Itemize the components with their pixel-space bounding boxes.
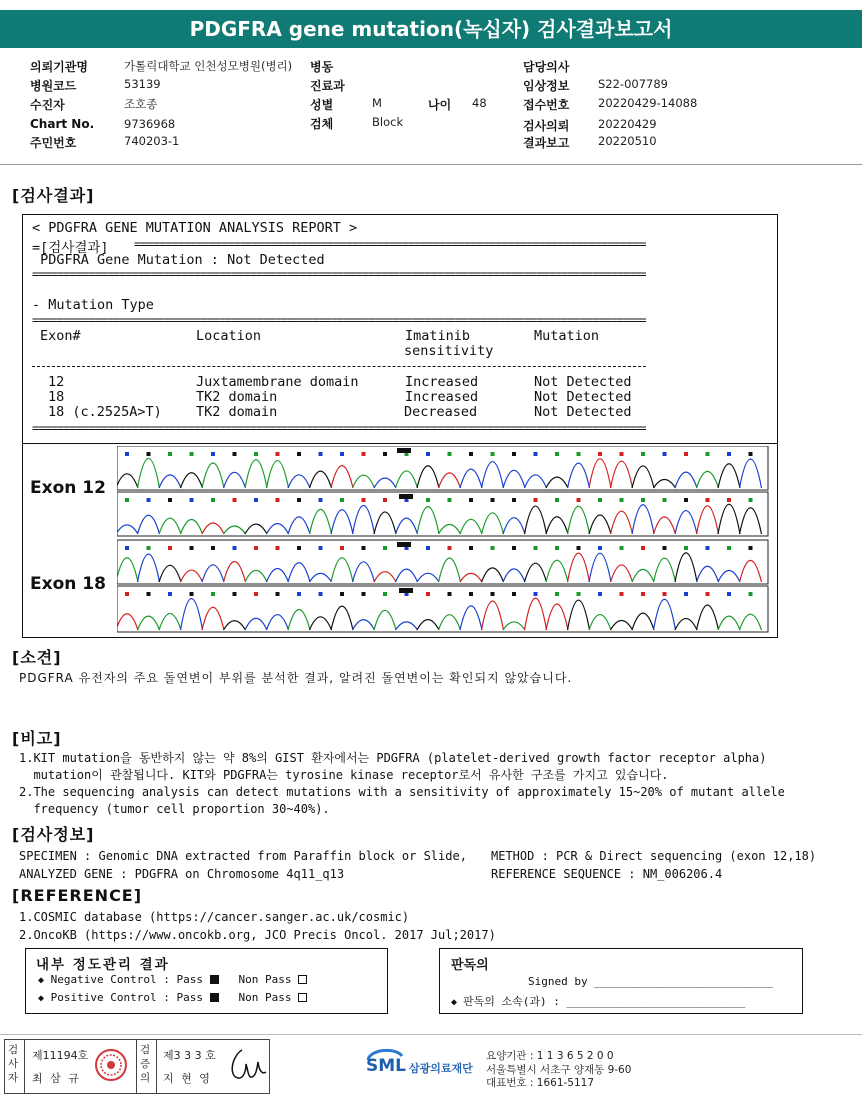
separator: [32, 270, 646, 278]
base-call-mark: [125, 592, 129, 596]
specimen-text: SPECIMEN : Genomic DNA extracted from Paraffin block or Slide,: [19, 849, 467, 863]
divider: [136, 1039, 137, 1094]
base-call-mark: [749, 452, 753, 456]
table-cell: Not Detected: [534, 404, 632, 420]
base-call-mark: [211, 498, 215, 502]
field-value: 53139: [124, 77, 161, 91]
base-call-mark: [319, 546, 323, 550]
section-reference-heading: [REFERENCE]: [12, 886, 143, 905]
base-call-mark: [491, 592, 495, 596]
base-call-mark: [168, 592, 172, 596]
field-value: M: [372, 96, 382, 110]
column-header: Exon#: [40, 328, 81, 344]
table-cell: Juxtamembrane domain: [196, 374, 359, 390]
base-call-mark: [383, 592, 387, 596]
base-call-mark: [190, 592, 194, 596]
base-call-mark: [534, 498, 538, 502]
report-title-line: < PDGFRA GENE MUTATION ANALYSIS REPORT >: [32, 220, 358, 236]
field-label: 의뢰기관명: [30, 60, 88, 74]
base-call-mark: [233, 546, 237, 550]
tester-license: 제11194호: [32, 1049, 89, 1062]
table-cell: 18: [48, 389, 65, 405]
base-call-mark: [512, 498, 516, 502]
base-call-mark: [190, 452, 194, 456]
reviewer-affiliation: ◆ 판독의 소속(과) : ___________________________: [451, 995, 746, 1008]
base-call-mark: [512, 452, 516, 456]
base-call-mark: [534, 546, 538, 550]
table-cell: Increased: [405, 389, 479, 405]
pass-checkbox: [210, 993, 219, 1002]
mutation-type-label: - Mutation Type: [32, 297, 154, 313]
base-call-mark: [577, 452, 581, 456]
exon18-label: Exon 18: [30, 574, 106, 594]
base-call-mark: [620, 452, 624, 456]
base-call-mark: [383, 452, 387, 456]
base-call-mark: [469, 452, 473, 456]
base-call-mark: [168, 498, 172, 502]
base-call-mark: [577, 546, 581, 550]
base-call-mark: [297, 452, 301, 456]
base-call-mark: [706, 592, 710, 596]
director-name: 지 현 영: [163, 1072, 212, 1085]
base-call-mark: [534, 592, 538, 596]
base-call-mark: [598, 498, 602, 502]
base-call-mark: [663, 546, 667, 550]
table-cell: TK2 domain: [196, 389, 278, 405]
report-title: PDGFRA gene mutation(녹십자) 검사결과보고서: [0, 10, 862, 48]
base-call-mark: [663, 498, 667, 502]
report-summary: PDGFRA Gene Mutation : Not Detected: [32, 252, 325, 268]
base-call-mark: [340, 498, 344, 502]
reviewer-affiliation-text: 판독의 소속(과) : ___________________________: [463, 995, 746, 1008]
section-result-heading: [검사결과]: [12, 186, 95, 205]
section-opinion-heading: [소견]: [12, 648, 62, 667]
field-value: 20220510: [598, 134, 657, 148]
column-header: Mutation: [534, 328, 600, 344]
method-text: METHOD : PCR & Direct sequencing (exon 12,18): [491, 849, 817, 863]
analyzed-gene-text: ANALYZED GENE : PDGFRA on Chromosome 4q11_q13: [19, 867, 345, 881]
base-call-mark: [426, 546, 430, 550]
base-call-mark: [190, 498, 194, 502]
base-call-mark: [147, 592, 151, 596]
field-label: 접수번호: [523, 98, 570, 112]
base-call-mark: [211, 452, 215, 456]
position-marker: [399, 588, 413, 593]
base-call-mark: [211, 546, 215, 550]
table-cell: Not Detected: [534, 389, 632, 405]
org-phone: 대표번호 : 1661-5117: [486, 1077, 595, 1089]
base-call-mark: [448, 452, 452, 456]
qc-row-nonpass: Non Pass: [238, 991, 292, 1004]
base-call-mark: [254, 498, 258, 502]
base-call-mark: [233, 498, 237, 502]
field-label: 병원코드: [30, 79, 77, 93]
base-call-mark: [555, 452, 559, 456]
base-call-mark: [577, 498, 581, 502]
reviewer-title: 판독의: [451, 958, 489, 973]
base-call-mark: [706, 452, 710, 456]
report-result-header: =[검사결과]: [32, 240, 109, 256]
base-call-mark: [512, 592, 516, 596]
base-call-mark: [125, 546, 129, 550]
base-call-mark: [448, 498, 452, 502]
base-call-mark: [362, 452, 366, 456]
base-call-mark: [340, 592, 344, 596]
field-label: 성별: [310, 98, 334, 112]
base-call-mark: [362, 498, 366, 502]
field-label: 수진자: [30, 98, 65, 112]
table-cell: Increased: [405, 374, 479, 390]
column-header: Imatinib: [405, 328, 471, 344]
table-cell: TK2 domain: [196, 404, 278, 420]
base-call-mark: [641, 498, 645, 502]
remark-line: 2.The sequencing analysis can detect mutations with a sensitivity of approximately 15~20% of mutant allele: [19, 785, 785, 799]
field-label: 검사의뢰: [523, 119, 570, 133]
base-call-mark: [319, 592, 323, 596]
base-call-mark: [749, 592, 753, 596]
field-label: 나이: [428, 98, 452, 112]
base-call-mark: [727, 592, 731, 596]
base-call-mark: [426, 498, 430, 502]
base-call-mark: [340, 452, 344, 456]
base-call-mark: [125, 452, 129, 456]
qc-row-label: Negative Control : Pass: [50, 973, 203, 986]
field-value: 9736968: [124, 117, 176, 131]
base-call-mark: [620, 592, 624, 596]
separator: [32, 366, 646, 367]
field-value: 20220429: [598, 117, 657, 131]
base-call-mark: [362, 592, 366, 596]
base-call-mark: [684, 498, 688, 502]
base-call-mark: [620, 498, 624, 502]
base-call-mark: [598, 546, 602, 550]
org-address: 서울특별시 서초구 양재동 9-60: [486, 1064, 632, 1076]
base-call-mark: [254, 546, 258, 550]
base-call-mark: [276, 498, 280, 502]
base-call-mark: [340, 546, 344, 550]
base-call-mark: [491, 546, 495, 550]
base-call-mark: [641, 592, 645, 596]
position-marker: [397, 448, 411, 453]
section-remarks-heading: [비고]: [12, 729, 62, 748]
signed-by-line: Signed by ___________________________: [528, 975, 774, 988]
exon12-label: Exon 12: [30, 478, 106, 498]
field-label: 주민번호: [30, 136, 77, 150]
separator: [32, 424, 646, 432]
base-call-mark: [125, 498, 129, 502]
base-call-mark: [297, 498, 301, 502]
base-call-mark: [577, 592, 581, 596]
qc-row: ◆ Negative Control : Pass Non Pass: [38, 973, 307, 986]
base-call-mark: [491, 452, 495, 456]
field-value: 48: [472, 96, 487, 110]
base-call-mark: [426, 592, 430, 596]
remark-line: 1.KIT mutation을 동반하지 않는 약 8%의 GIST 환자에서는 PDGFRA (platelet-derived growth factor receptor alpha): [19, 751, 767, 765]
base-call-mark: [555, 546, 559, 550]
qc-title: 내부 정도관리 결과: [36, 957, 170, 973]
base-call-mark: [706, 498, 710, 502]
field-label: 검체: [310, 117, 334, 131]
base-call-mark: [749, 498, 753, 502]
reference-item: 2.OncoKB (https://www.oncokb.org, JCO Precis Oncol. 2017 Jul;2017): [19, 928, 496, 942]
base-call-mark: [168, 452, 172, 456]
sml-logo-text: SML: [366, 1056, 406, 1076]
base-call-mark: [383, 498, 387, 502]
column-header: sensitivity: [404, 343, 494, 359]
position-marker: [397, 542, 411, 547]
base-call-mark: [469, 592, 473, 596]
base-call-mark: [598, 592, 602, 596]
tester-name: 최 삼 규: [32, 1072, 81, 1085]
field-label: 결과보고: [523, 136, 570, 150]
base-call-mark: [254, 452, 258, 456]
base-call-mark: [276, 452, 280, 456]
base-call-mark: [168, 546, 172, 550]
field-label: 임상정보: [523, 79, 570, 93]
section-info-heading: [검사정보]: [12, 825, 95, 844]
field-label: 담당의사: [523, 60, 570, 74]
field-value: Block: [372, 115, 404, 129]
field-value: S22-007789: [598, 77, 668, 91]
tester-label: 검사자: [8, 1044, 19, 1084]
chromatogram-divider: [23, 443, 777, 444]
field-value: 20220429-14088: [598, 96, 698, 110]
base-call-mark: [663, 452, 667, 456]
base-call-mark: [297, 546, 301, 550]
base-call-mark: [706, 546, 710, 550]
base-call-mark: [663, 592, 667, 596]
divider: [156, 1039, 157, 1094]
qc-row-label: Positive Control : Pass: [50, 991, 203, 1004]
base-call-mark: [469, 498, 473, 502]
base-call-mark: [190, 546, 194, 550]
base-call-mark: [297, 592, 301, 596]
seal-stamp: [94, 1048, 128, 1082]
base-call-mark: [749, 546, 753, 550]
base-call-mark: [684, 452, 688, 456]
base-call-mark: [641, 452, 645, 456]
base-call-mark: [727, 546, 731, 550]
base-call-mark: [276, 546, 280, 550]
base-call-mark: [620, 546, 624, 550]
base-call-mark: [684, 546, 688, 550]
base-call-mark: [383, 546, 387, 550]
opinion-text: PDGFRA 유전자의 주요 돌연변이 부위를 분석한 결과, 알려진 돌연변이는 확인되지 않았습니다.: [19, 671, 573, 685]
director-license: 제3 3 3 호: [163, 1049, 216, 1062]
sequence-chromatograms: [117, 446, 769, 634]
header-divider: [0, 164, 862, 165]
base-call-mark: [362, 546, 366, 550]
base-call-mark: [641, 546, 645, 550]
separator: [32, 316, 646, 324]
field-label: 진료과: [310, 79, 345, 93]
qc-row-nonpass: Non Pass: [238, 973, 292, 986]
base-call-mark: [426, 452, 430, 456]
field-value: 가톨릭대학교 인천성모병원(병리): [124, 59, 293, 73]
base-call-mark: [319, 452, 323, 456]
base-call-mark: [727, 452, 731, 456]
field-value: 조호종: [124, 97, 158, 111]
base-call-mark: [491, 498, 495, 502]
nonpass-checkbox: [298, 975, 307, 984]
signature-mark: [224, 1044, 268, 1088]
base-call-mark: [684, 592, 688, 596]
column-header: Location: [196, 328, 262, 344]
field-label: 병동: [310, 60, 334, 74]
base-call-mark: [211, 592, 215, 596]
base-call-mark: [147, 498, 151, 502]
remark-line: mutation이 관찰됩니다. KIT와 PDGFRA는 tyrosine kinase receptor로서 유사한 구조를 가지고 있습니다.: [19, 768, 669, 782]
position-marker: [399, 494, 413, 499]
field-value: 740203-1: [124, 134, 180, 148]
base-call-mark: [469, 546, 473, 550]
base-call-mark: [512, 546, 516, 550]
base-call-mark: [319, 498, 323, 502]
field-label: Chart No.: [30, 117, 95, 131]
director-label: 검증의: [140, 1044, 151, 1084]
table-cell: Decreased: [404, 404, 478, 420]
reference-sequence-text: REFERENCE SEQUENCE : NM_006206.4: [491, 867, 723, 881]
base-call-mark: [448, 592, 452, 596]
base-call-mark: [448, 546, 452, 550]
org-name: 삼광의료재단: [409, 1062, 473, 1075]
table-cell: Not Detected: [534, 374, 632, 390]
qc-row: ◆ Positive Control : Pass Non Pass: [38, 991, 307, 1004]
base-call-mark: [233, 452, 237, 456]
nonpass-checkbox: [298, 993, 307, 1002]
divider: [24, 1039, 25, 1094]
base-call-mark: [276, 592, 280, 596]
base-call-mark: [555, 592, 559, 596]
separator: [134, 240, 646, 248]
table-cell: 18 (c.2525A>T): [48, 404, 162, 420]
base-call-mark: [147, 546, 151, 550]
base-call-mark: [598, 452, 602, 456]
base-call-mark: [555, 498, 559, 502]
base-call-mark: [147, 452, 151, 456]
remark-line: frequency (tumor cell proportion 30~40%).: [19, 802, 330, 816]
reference-item: 1.COSMIC database (https://cancer.sanger.ac.uk/cosmic): [19, 910, 410, 924]
institution-code: 요양기관 : 1 1 3 6 5 2 0 0: [486, 1050, 614, 1062]
base-call-mark: [534, 452, 538, 456]
base-call-mark: [727, 498, 731, 502]
pass-checkbox: [210, 975, 219, 984]
base-call-mark: [254, 592, 258, 596]
base-call-mark: [233, 592, 237, 596]
table-cell: 12: [48, 374, 65, 390]
